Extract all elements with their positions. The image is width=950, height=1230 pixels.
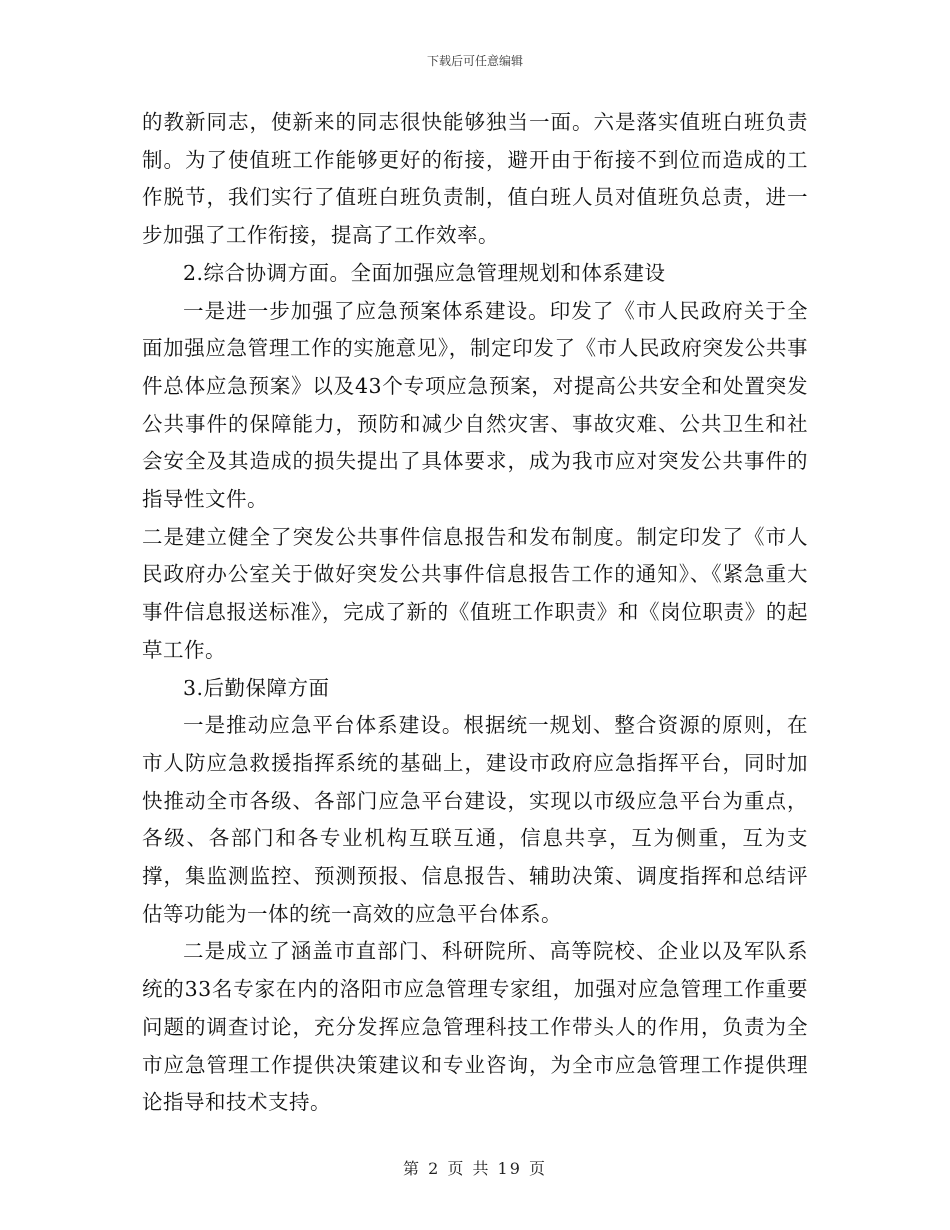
document-body: [142, 104, 808, 1122]
paragraph-continuation: 的教新同志，使新来的同志很快能够独当一面。六是落实值班白班负责制。为了使值班工作能够更好的衔接，避开由于衔接不到位而造成的工作脱节，我们实行了值班白班负责制，值白班人员对值班负总责，进一步加强了工作衔接，提高了工作效率。: [142, 110, 808, 248]
page-footer: 第 2 页 共 19 页: [403, 1159, 547, 1178]
paragraph-emergency-platform: 一是推动应急平台体系建设。根据统一规划、整合资源的原则，在市人防应急救援指挥系统的基础上，建设市政府应急指挥平台，同时加快推动全市各级、各部门应急平台建设，实现以市级应急平台为重点，各级、各部门和各专业机构互联互通，信息共享，互为侧重，互为支撑，集监测监控、预测预报、信息报告、辅助决策、调度指挥和总结评估等功能为一体的统一高效的应急平台体系。: [142, 713, 808, 926]
section-heading-logistics: 3.后勤保障方面: [183, 675, 330, 700]
paragraph-info-reporting: 二是建立健全了突发公共事件信息报告和发布制度。制定印发了《市人民政府办公室关于做好突发公共事件信息报告工作的通知》、《紧急重大事件信息报送标准》，完成了新的《值班工作职责》和《岗位职责》的起草工作。: [142, 524, 808, 662]
section-heading-coordination: 2.综合协调方面。全面加强应急管理规划和体系建设: [183, 260, 666, 285]
paragraph-emergency-plans: 一是进一步加强了应急预案体系建设。印发了《市人民政府关于全面加强应急管理工作的实施意见》，制定印发了《市人民政府突发公共事件总体应急预案》以及43个专项应急预案，对提高公共安全和处置突发公共事件的保障能力，预防和减少自然灾害、事故灾难、公共卫生和社会安全及其造成的损失提出了具体要求，成为我市应对突发公共事件的指导性文件。: [142, 298, 808, 512]
page-header: 下载后可任意编辑: [426, 54, 523, 68]
paragraph-expert-group: 二是成立了涵盖市直部门、科研院所、高等院校、企业以及军队系统的33名专家在内的洛阳市应急管理专家组，加强对应急管理工作重要问题的调查讨论，充分发挥应急管理科技工作带头人的作用，负责为全市应急管理工作提供决策建议和专业咨询，为全市应急管理工作提供理论指导和技术支持。: [142, 939, 808, 1115]
